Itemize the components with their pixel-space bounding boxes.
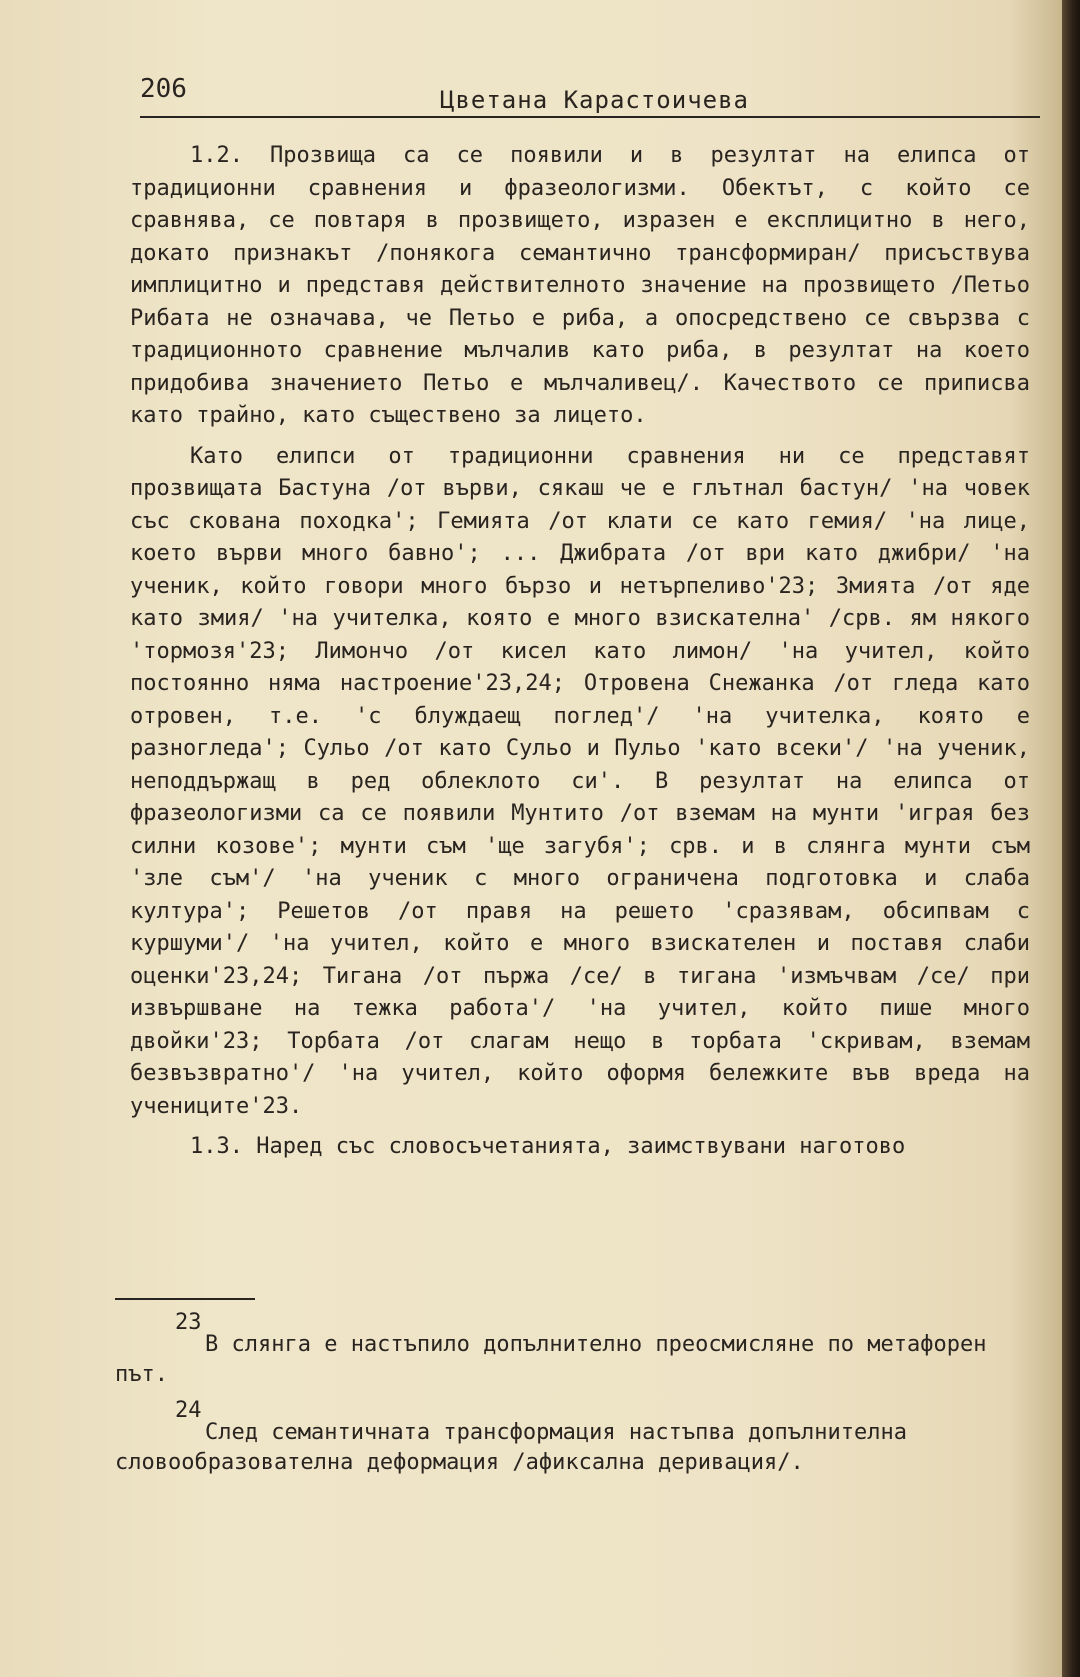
footnote-24 bbox=[115, 1400, 1030, 1478]
paragraph-1-2: 1.2. Прозвища са се появили и в резултат на елипса от традиционни сравнения и фразеологизми. Обектът, с който се сравнява, се повтаря в прозвището, изразен е експлицитно в него, докато признакът /понякога семантично трансформиран/ присъствува имплицитно и представя действителното значение на прозвището /Петьо Рибата не означава, че Петьо е риба, а опосредствено се свързва с традиционното сравнение мълчалив като риба, в резултат на което придобива значението Петьо е мълчаливец/. Качеството се приписва като трайно, като съществено за лицето. bbox=[130, 143, 1030, 428]
footnote-23 bbox=[115, 1312, 1030, 1390]
footnote-text: След семантичната трансформация настъпва допълнителна словообразователна деформация /афиксална деривация/. bbox=[115, 1420, 907, 1475]
footnote-mark: 23 bbox=[175, 1310, 202, 1335]
footnote-text: В слянга е настъпило допълнително преосмисляне по метафорен път. bbox=[115, 1332, 987, 1387]
footnotes bbox=[115, 1312, 1030, 1488]
main-text bbox=[130, 140, 1030, 1172]
paragraph-1-3: 1.3. Наред със словосъчетанията, заимствувани наготово bbox=[190, 1134, 906, 1159]
footnote-mark: 24 bbox=[175, 1398, 202, 1423]
running-header bbox=[140, 72, 1040, 118]
running-head-author: Цветана Карастоичева bbox=[440, 86, 749, 114]
book-spine-edge bbox=[1062, 0, 1080, 1677]
page-number: 206 bbox=[140, 74, 187, 104]
paragraph-ellipsis-examples: Като елипси от традиционни сравнения ни се представят прозвищата Бастуна /от върви, сякаш че е глътнал бастун/ 'на човек със скована походка'; Гемията /от клати се като гемия/ 'на лице, което върви много бавно'; ... Джибрата /от ври като джибри/ 'на ученик, който говори много бързо и нетърпеливо'23; Змията /от яде като змия/ 'на учителка, която е много взискателна' /срв. ям някого 'тормозя'23; Лимончо /от кисел като лимон/ 'на учител, който постоянно няма настроение'23,24; Отровена Снежанка /от гледа като отровен, т.е. 'с блуждаещ поглед'/ 'на учителка, която е разногледа'; Сульо /от като Сульо и Пульо 'като всеки'/ 'на ученик, неподдържащ в ред облеклото си'. В резултат на елипса от фразеологизми са се появили Мунтито /от вземам на мунти 'играя без силни козове'; мунти съм 'ще загубя'; срв. и в слянга мунти съм 'зле съм'/ 'на ученик с много ограничена подготовка и слаба култура'; Решетов /от правя на решето 'сразявам, обсипвам с куршуми'/ 'на учител, който е много взискателен и поставя слаби оценки'23,24; Тигана /от пържа /се/ в тигана 'измъчвам /се/ при извършване на тежка работа'/ 'на учител, който пише много двойки'23; Торбата /от слагам нещо в торбата 'скривам, вземам безвъзвратно'/ 'на учител, който оформя бележките във вреда на учениците'23. bbox=[130, 443, 1030, 1119]
footnote-separator bbox=[115, 1298, 255, 1300]
